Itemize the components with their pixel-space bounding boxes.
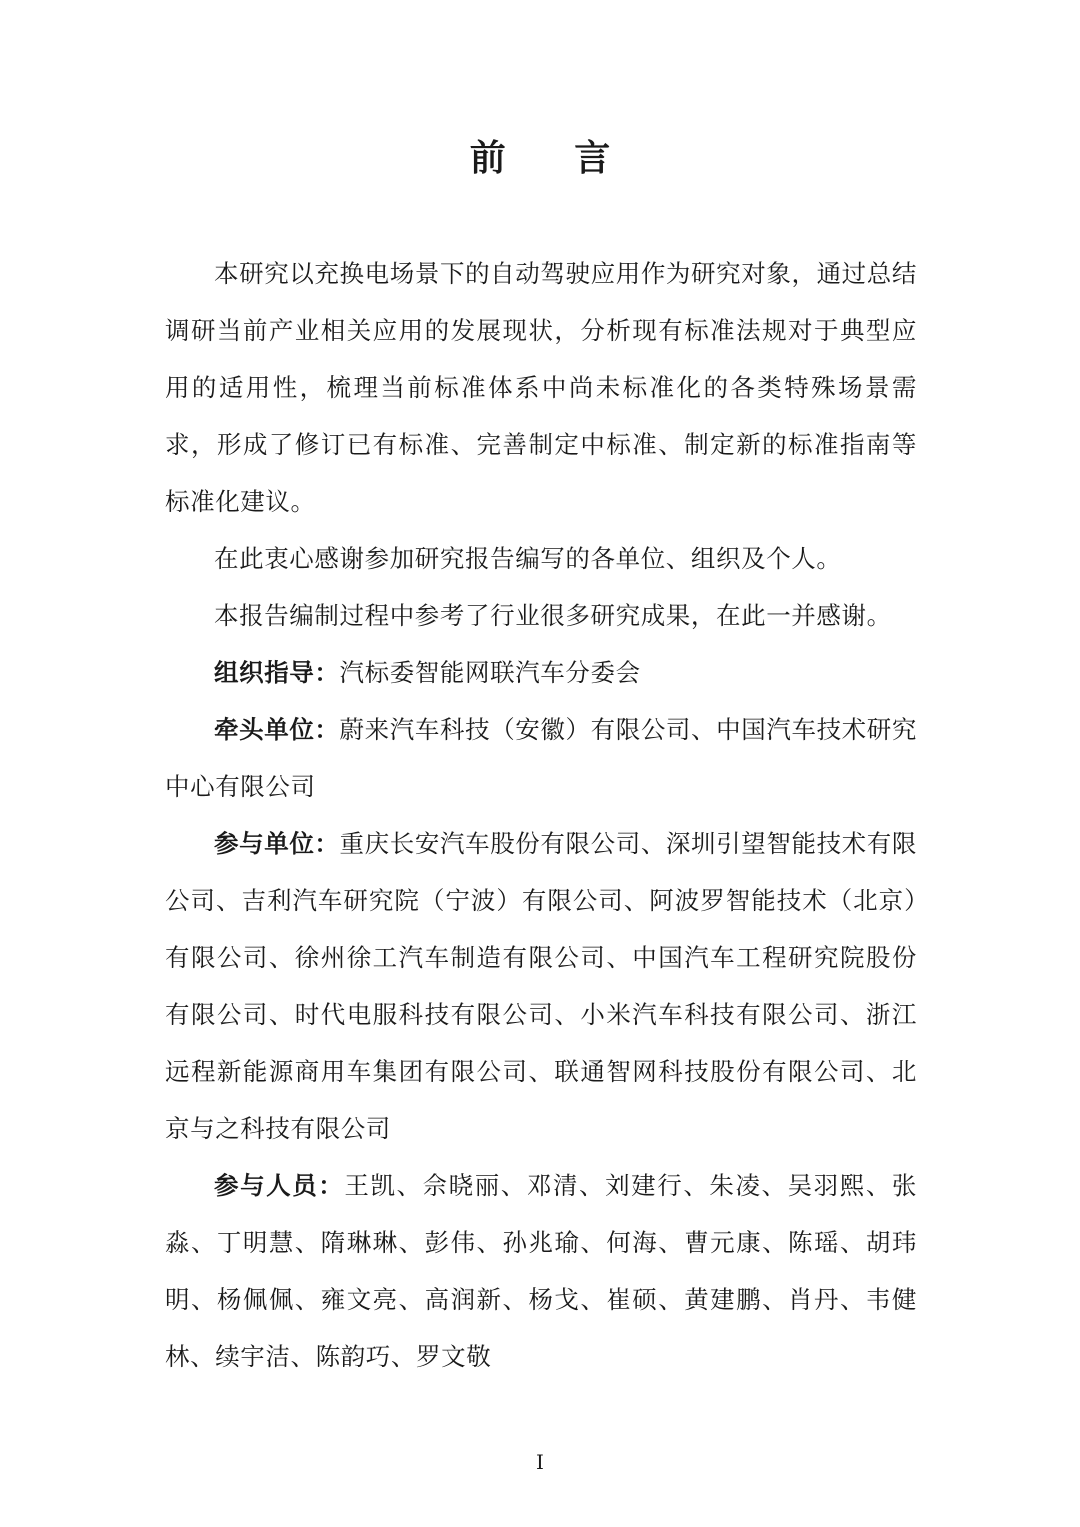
references-thanks-paragraph: 本报告编制过程中参考了行业很多研究成果，在此一并感谢。 — [214, 601, 892, 630]
participants-paragraph — [165, 1157, 917, 1385]
participants-value: 王凯、佘晓丽、邓清、刘建行、朱凌、吴羽熙、张淼、丁明慧、隋琳琳、彭伟、孙兆瑜、何海、曹元康、陈瑶、胡玮明、杨佩佩、雍文亮、高润新、杨戈、崔硕、黄建鹏、肖丹、韦健林、续宇洁、陈韵巧、罗文敬 — [165, 1171, 918, 1371]
lead-units-value: 蔚来汽车科技（安徽）有限公司、中国汽车技术研究中心有限公司 — [165, 715, 917, 801]
participants-label: 参与人员： — [214, 1171, 345, 1200]
guidance-value: 汽标委智能网联汽车分委会 — [339, 658, 641, 687]
lead-units-paragraph — [165, 701, 917, 815]
thanks-paragraph: 在此衷心感谢参加研究报告编写的各单位、组织及个人。 — [214, 544, 842, 573]
participating-units-paragraph — [165, 815, 917, 1157]
guidance-paragraph — [165, 644, 917, 701]
intro-paragraph: 本研究以充换电场景下的自动驾驶应用作为研究对象，通过总结调研当前产业相关应用的发展现状，分析现有标准法规对于典型应用的适用性，梳理当前标准体系中尚未标准化的各类特殊场景需求，形成了修订已有标准、完善制定中标准、制定新的标准指南等标准化建议。 — [165, 259, 917, 516]
page-number: I — [536, 1450, 544, 1474]
participating-units-value: 重庆长安汽车股份有限公司、深圳引望智能技术有限公司、吉利汽车研究院（宁波）有限公司、阿波罗智能技术（北京）有限公司、徐州徐工汽车制造有限公司、中国汽车工程研究院股份有限公司、时代电服科技有限公司、小米汽车科技有限公司、浙江远程新能源商用车集团有限公司、联通智网科技股份有限公司、北京与之科技有限公司 — [165, 829, 917, 1143]
page-title: 前 言 — [469, 137, 639, 179]
preface-body — [165, 245, 917, 1385]
lead-units-label: 牵头单位： — [214, 715, 340, 744]
participating-units-label: 参与单位： — [214, 829, 340, 858]
guidance-label: 组织指导： — [214, 658, 340, 687]
